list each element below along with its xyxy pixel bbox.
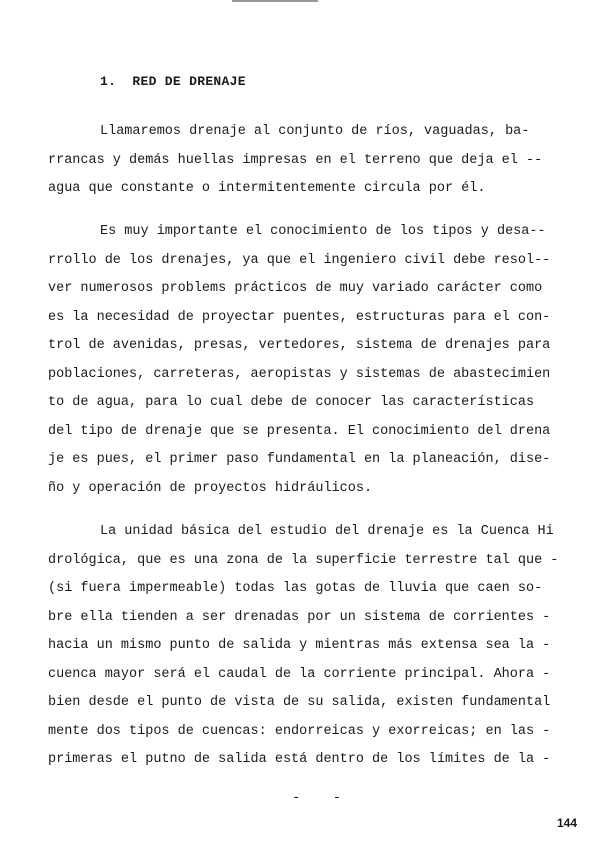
text-line: ver numerosos problems prácticos de muy variado carácter como (48, 281, 543, 296)
text-line: La unidad básica del estudio del drenaje es la Cuenca Hi (100, 524, 554, 539)
top-rule (232, 0, 318, 2)
text-line: drológica, que es una zona de la superficie terrestre tal que - (48, 552, 559, 568)
text-line: ño y operación de proyectos hidráulicos. (48, 480, 373, 496)
footer-dashes: - - (292, 790, 354, 806)
text-line: to de agua, para lo cual debe de conocer las características (48, 395, 535, 410)
text-line: cuenca mayor será el caudal de la corriente principal. Ahora - (48, 666, 551, 682)
text-line: Es muy importante el conocimiento de los tipos y desa-- (100, 224, 546, 239)
text-line: mente dos tipos de cuencas: endorreicas y exorreicas; en las - (48, 723, 551, 739)
paragraph-1 (48, 118, 572, 204)
text-line: bre ella tienden a ser drenadas por un sistema de corrientes - (48, 609, 551, 625)
text-line: es la necesidad de proyectar puentes, estructuras para el con- (48, 309, 551, 325)
text-line: agua que constante o intermitentemente circula por él. (48, 181, 486, 196)
text-line: bien desde el punto de vista de su salida, existen fundamental (48, 695, 551, 710)
text-line: poblaciones, carreteras, aeropistas y sistemas de abastecimien (48, 366, 551, 382)
text-line: je es pues, el primer paso fundamental en la planeación, dise- (48, 452, 551, 467)
paragraph-3 (48, 518, 572, 775)
text-line: (si fuera impermeable) todas las gotas de lluvia que caen so- (48, 581, 543, 596)
section-heading: 1. RED DE DRENAJE (100, 74, 246, 89)
text-line: rrancas y demás huellas impresas en el terreno que deja el -- (48, 152, 543, 168)
text-line: primeras el putno de salida está dentro de los límites de la - (48, 752, 551, 767)
text-line: rrollo de los drenajes, ya que el ingeniero civil debe resol-- (48, 252, 551, 268)
text-line: del tipo de drenaje que se presenta. El conocimiento del drena (48, 423, 551, 439)
paragraph-2 (48, 218, 572, 503)
page-number: 144 (557, 816, 578, 830)
text-line: hacia un mismo punto de salida y mientras más extensa sea la - (48, 638, 551, 653)
text-line: trol de avenidas, presas, vertedores, sistema de drenajes para (48, 338, 551, 353)
text-line: Llamaremos drenaje al conjunto de ríos, vaguadas, ba- (100, 124, 530, 139)
